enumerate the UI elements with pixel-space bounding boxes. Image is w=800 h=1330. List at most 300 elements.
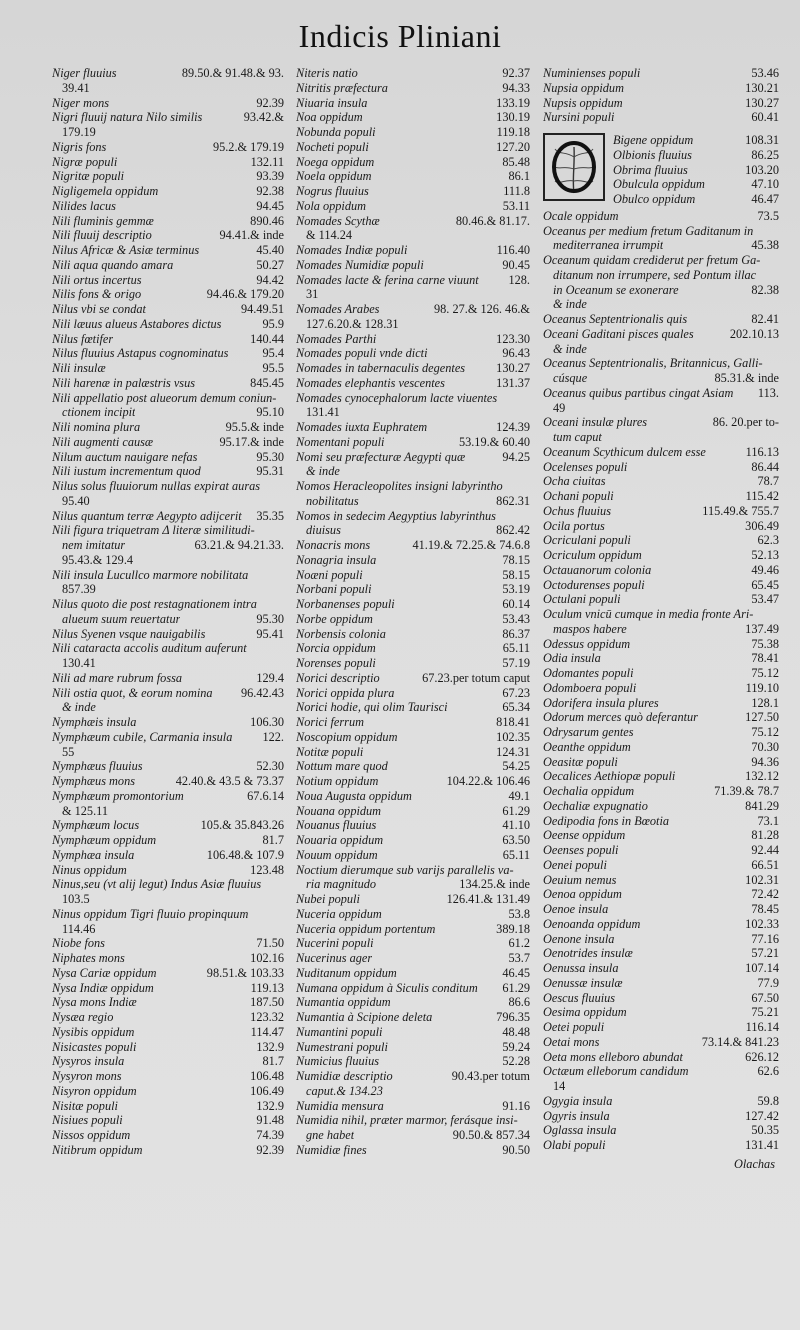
entry-continuation: ctionem incipit (62, 405, 136, 420)
entry-reference: 140.44 (250, 331, 284, 346)
entry-reference: 71.39.& 78.7 (714, 784, 779, 798)
entry-reference: 54.25 (502, 759, 530, 774)
entry-reference: 111.8 (503, 184, 530, 198)
entry-continuation: caput.& 134.23 (306, 1083, 383, 1098)
index-entry (296, 1040, 530, 1055)
index-entry (543, 740, 779, 755)
index-entry (543, 445, 779, 460)
entry-reference: 41.10 (502, 818, 530, 833)
index-entry (543, 843, 779, 858)
entry-term: Nymphæus fluuius (52, 759, 143, 774)
entry-reference: 95.4 (262, 346, 284, 361)
entry-reference: 106.30 (250, 715, 284, 729)
entry-reference: 62.3 (757, 533, 779, 548)
index-entry (296, 774, 530, 789)
index-entry (543, 66, 779, 81)
entry-reference: 92.39 (256, 1142, 284, 1157)
entry-reference: 82.41 (751, 312, 779, 326)
entry-term: Nonagria insula (296, 552, 377, 567)
entry-reference: 72.42 (751, 887, 779, 902)
entry-continuation: 39.41 (62, 80, 90, 95)
entry-reference: 127.20 (496, 139, 530, 154)
entry-reference: 89.50.& 91.48.& 93. (181, 66, 284, 80)
entry-term: Norbani populi (296, 582, 372, 597)
decorated-initial-block (543, 133, 779, 207)
index-entry (543, 1094, 779, 1109)
entry-term: Odomboera populi (543, 680, 637, 695)
entry-term: Numinienses populi (543, 66, 641, 80)
entry-reference: 116.40 (496, 243, 530, 257)
entry-reference: 123.30 (496, 331, 530, 346)
entry-term: Ogygia insula (543, 1093, 613, 1108)
index-entry (52, 110, 284, 140)
index-entry (296, 214, 530, 244)
index-entry (52, 863, 284, 878)
entry-term: Numidia mensura (296, 1098, 384, 1113)
entry-reference: 105.& 35.843.26 (200, 818, 284, 833)
entry-reference: 66.51 (751, 857, 779, 872)
entry-reference: 49.46 (751, 562, 779, 577)
entry-term: Odorifera insula plures (543, 695, 659, 710)
entry-reference: 71.50 (256, 936, 284, 951)
index-entry (52, 877, 284, 907)
entry-reference: 90.50 (502, 1142, 530, 1157)
index-entry (543, 312, 779, 327)
entry-term: Nola oppidum (296, 198, 367, 213)
entry-reference: 128. (508, 272, 530, 287)
entry-reference: 53.43 (502, 611, 530, 626)
entry-reference: 90.45 (502, 257, 530, 272)
entry-reference: 115.42 (745, 489, 779, 503)
entry-term: Nupsia oppidum (543, 80, 624, 95)
entry-reference: 73.14.& 841.23 (701, 1034, 779, 1049)
entry-reference: 65.34 (502, 700, 530, 715)
entry-reference: 96.43 (502, 346, 530, 361)
entry-term: Nili harenæ in palæstris vsus (52, 375, 196, 390)
entry-term: Nili augmenti causæ (52, 434, 154, 449)
entry-term: Octauanorum colonia (543, 562, 652, 577)
entry-term: Nilus quoto die post restagnationem intra (52, 597, 257, 611)
index-entry (296, 155, 530, 170)
entry-term: Oenussæ insulæ (543, 975, 623, 990)
entry-term: Norbanenses populi (296, 597, 395, 611)
entry-reference: 94.41.& inde (219, 228, 284, 243)
index-entry (52, 1113, 284, 1128)
entry-reference: 95.9 (262, 316, 284, 331)
entry-reference: 130.21 (745, 80, 779, 95)
index-entry (52, 907, 284, 937)
entry-term: Nymphæus mons (52, 774, 136, 788)
index-entry (543, 224, 779, 254)
entry-reference: 90.50.& 857.34 (452, 1128, 530, 1142)
entry-continuation: 14 (553, 1079, 566, 1093)
index-entry (52, 435, 284, 450)
index-entry (543, 327, 779, 357)
index-entry (52, 287, 284, 302)
index-entry (52, 715, 284, 730)
entry-reference: 102.33 (745, 916, 779, 931)
entry-term: Oeta mons elleboro abundat (543, 1049, 683, 1064)
index-entry (296, 376, 530, 391)
index-entry (543, 1035, 779, 1050)
entry-reference: 119.13 (250, 980, 284, 995)
entry-reference: 124.31 (496, 744, 530, 759)
entry-term: Oceanus Septentrionalis quis (543, 312, 688, 326)
entry-reference: 75.12 (751, 666, 779, 680)
entry-reference: 137.49 (745, 621, 779, 636)
entry-continuation: 114.46 (62, 921, 96, 936)
index-entry (52, 1084, 284, 1099)
index-entry (296, 509, 530, 539)
index-entry (52, 1128, 284, 1143)
index-entry (296, 641, 530, 656)
index-entry (543, 961, 779, 976)
entry-reference: 60.14 (502, 597, 530, 611)
entry-reference: 841.29 (745, 798, 779, 813)
index-entry (543, 1123, 779, 1138)
entry-reference: 75.38 (751, 636, 779, 651)
entry-term: Numana oppidum à Siculis conditum (296, 980, 478, 995)
entry-reference: 124.39 (496, 420, 530, 434)
entry-term: Nili fluuij descriptio (52, 228, 152, 243)
index-entry (296, 1010, 530, 1025)
entry-term: Nysyron mons (52, 1069, 122, 1083)
index-entry (296, 966, 530, 981)
entry-term: Nilides lacus (52, 198, 116, 213)
entry-reference: 73.5 (757, 208, 779, 223)
entry-term: Oescus fluuius (543, 990, 616, 1005)
entry-reference: 85.31.& inde (714, 371, 779, 385)
entry-term: Numantia à Scipione deleta (296, 1010, 433, 1024)
index-entry (52, 346, 284, 361)
entry-reference: 95.10 (256, 405, 284, 420)
entry-reference: 50.27 (256, 257, 284, 272)
index-entry (52, 951, 284, 966)
index-entry (52, 332, 284, 347)
entry-term: Nilus fœtifer (52, 331, 114, 346)
index-entry (543, 96, 779, 111)
entry-term: Nilus solus fluuiorum nullas expirat auras (52, 479, 261, 493)
entry-reference: 94.42 (256, 272, 284, 287)
index-entry (52, 833, 284, 848)
index-entry (296, 745, 530, 760)
index-entry (296, 1025, 530, 1040)
entry-term: Nili insula Lucullco marmore nobilitata (52, 567, 249, 582)
entry-term: Numidia nihil, præter marmor, ferásque insi- (296, 1113, 518, 1128)
entry-term: Ninus,seu (vt alij legut) Indus Asiæ fluuius (52, 877, 262, 892)
entry-reference: 128.1 (751, 695, 779, 710)
entry-reference: 52.13 (751, 548, 779, 562)
entry-term: Oglassa insula (543, 1123, 617, 1138)
entry-continuation: & inde (62, 700, 96, 715)
entry-term: Nucerinus ager (296, 951, 373, 965)
entry-reference: 862.42 (496, 523, 530, 538)
entry-term: Norici hodie, qui olim Taurisci (296, 700, 448, 715)
index-entry (52, 140, 284, 155)
entry-continuation: cúsque (553, 371, 588, 385)
entry-term: Ochus fluuius (543, 503, 611, 518)
entry-term: Numestrani populi (296, 1039, 388, 1054)
index-entry (296, 346, 530, 361)
index-entry (296, 1069, 530, 1099)
entry-reference: 114.47 (250, 1024, 284, 1039)
entry-reference: 67.6.14 (247, 788, 284, 803)
entry-term: Nomades Parthi (296, 331, 377, 346)
index-entry (296, 656, 530, 671)
entry-term: Ocha ciuitas (543, 474, 606, 489)
index-entry (296, 582, 530, 597)
entry-term: Noæni populi (296, 567, 363, 582)
entry-term: 95.43.& 129.4 (62, 552, 134, 567)
entry-reference: 94.33 (502, 80, 530, 95)
index-entry (296, 597, 530, 612)
entry-reference: 187.50 (250, 995, 284, 1010)
entry-term: Noua Augusta oppidum (296, 788, 412, 803)
entry-reference: 90.43.per totum (451, 1069, 530, 1083)
entry-term: Oceani Gaditani pisces quales (543, 326, 694, 341)
entry-continuation: maspos habere (553, 621, 627, 636)
entry-reference: 127.50 (745, 710, 779, 725)
entry-term: Ocriculum oppidum (543, 548, 642, 562)
entry-term: Nysyros insula (52, 1054, 125, 1069)
index-entry (296, 804, 530, 819)
entry-term: Nymphæis insula (52, 715, 137, 729)
index-entry (52, 1040, 284, 1055)
index-entry (296, 1113, 530, 1143)
decorated-initial-o (543, 133, 605, 201)
entry-reference: 61.29 (502, 803, 530, 818)
entry-term: Numantini populi (296, 1024, 383, 1039)
entry-reference: 77.9 (757, 975, 779, 990)
index-entry (52, 450, 284, 465)
index-entry (543, 902, 779, 917)
index-entry (543, 1050, 779, 1065)
entry-reference: 60.41 (751, 110, 779, 125)
index-entry (296, 759, 530, 774)
entry-reference: 77.16 (751, 931, 779, 946)
entry-reference: 92.37 (502, 66, 530, 80)
entry-term: Noega oppidum (296, 154, 375, 169)
index-entry (52, 317, 284, 332)
entry-term: Nymphæum locus (52, 818, 140, 833)
index-entry (52, 641, 284, 671)
entry-continuation: 103.5 (62, 892, 90, 906)
entry-term: Oedipodia fons in Bœotia (543, 813, 670, 828)
entry-term: Ninus oppidum Tigri fluuio propinquum (52, 906, 249, 921)
entry-reference: 796.35 (496, 1010, 530, 1024)
index-entry (296, 361, 530, 376)
entry-term: Nomades iuxta Euphratem (296, 420, 428, 434)
entry-reference: 70.30 (751, 739, 779, 754)
index-entry (52, 553, 284, 568)
index-column-3 (543, 66, 779, 1172)
index-entry (52, 464, 284, 479)
entry-term: Nysæa regio (52, 1010, 114, 1024)
catchword: Olachas (734, 1156, 775, 1171)
entry-term: Noa oppidum (296, 110, 363, 125)
entry-reference: 65.11 (502, 847, 530, 862)
index-entry (296, 1143, 530, 1158)
entry-reference: 95.2.& 179.19 (212, 139, 284, 154)
index-entry (52, 686, 284, 716)
entry-term: Nouaria oppidum (296, 833, 384, 847)
entry-term: Ochani populi (543, 489, 614, 503)
entry-reference: 78.45 (751, 902, 779, 916)
entry-reference: 58.15 (502, 567, 530, 582)
entry-reference: 67.23.per totum caput (422, 670, 530, 685)
entry-term: Nubei populi (296, 892, 360, 906)
index-entry (52, 361, 284, 376)
entry-continuation: nem imitatur (62, 538, 126, 552)
entry-reference: 59.8 (757, 1093, 779, 1108)
entry-term: Nysa Cariæ oppidum (52, 965, 157, 980)
entry-reference: 845.45 (250, 375, 284, 390)
entry-reference: 86.37 (502, 626, 530, 641)
index-entry (543, 828, 779, 843)
entry-reference: 53.11 (502, 198, 530, 213)
index-entry (543, 1138, 779, 1153)
entry-continuation: 95.40 (62, 493, 90, 508)
entry-term: Nili ortus incertus (52, 272, 142, 287)
entry-reference: 95.30 (256, 449, 284, 464)
entry-term: Norici ferrum (296, 715, 364, 729)
index-entry (296, 686, 530, 701)
entry-term: Oeense oppidum (543, 828, 626, 843)
entry-term: Nomades cynocephalorum lacte viuentes (296, 390, 498, 405)
index-entry (52, 981, 284, 996)
index-entry (296, 818, 530, 833)
entry-reference: 73.1 (757, 813, 779, 828)
entry-term: Nili ostia quot, & eorum nomina (52, 685, 213, 700)
index-entry (52, 184, 284, 199)
index-entry (613, 163, 779, 178)
entry-reference: 52.28 (502, 1054, 530, 1069)
entry-term: Nomos in sedecim Aegyptius labyrinthus (296, 508, 496, 523)
entry-term: Oesima oppidum (543, 1005, 627, 1020)
index-entry (296, 1099, 530, 1114)
entry-term: Numidiæ fines (296, 1142, 367, 1157)
index-entry (543, 1064, 779, 1094)
entry-reference: 306.49 (745, 518, 779, 533)
entry-reference: 75.21 (751, 1005, 779, 1020)
index-entry (52, 376, 284, 391)
entry-term: Ocila portus (543, 518, 605, 533)
entry-reference: 94.25 (502, 449, 530, 464)
entry-reference: 53.8 (508, 906, 530, 921)
entry-reference: 94.36 (751, 754, 779, 769)
entry-term: Nilus fluuius Astapus cognominatus (52, 346, 229, 361)
entry-term: Nomades lacte & ferina carne viuunt (296, 272, 479, 287)
entry-reference: 57.21 (751, 946, 779, 961)
index-entry (543, 946, 779, 961)
entry-term: Nili figura triquetram Δ literæ similitudi- (52, 523, 255, 538)
entry-reference: 93.42.& (243, 110, 284, 125)
index-entry (543, 415, 779, 445)
index-entry (543, 1020, 779, 1035)
index-entry (543, 873, 779, 888)
index-entry (296, 848, 530, 863)
entry-term: Ocriculani populi (543, 533, 631, 548)
index-entry (52, 818, 284, 833)
index-entry (52, 1054, 284, 1069)
entry-reference: 95.41 (256, 626, 284, 641)
index-entry (52, 627, 284, 642)
entry-reference: 50.35 (751, 1123, 779, 1138)
entry-term: Nili fluminis gemmæ (52, 213, 154, 228)
entry-term: Nili ad mare rubrum fossa (52, 670, 183, 685)
entry-term: Niteris natio (296, 66, 358, 80)
index-entry (52, 936, 284, 951)
index-entry (52, 671, 284, 686)
index-entry (296, 568, 530, 583)
index-entry (296, 1054, 530, 1069)
entry-term: Octulani populi (543, 592, 621, 607)
entry-continuation: 127.6.20.& 128.31 (306, 316, 399, 331)
index-entry (52, 966, 284, 981)
index-entry (296, 730, 530, 745)
index-entry (52, 258, 284, 273)
index-entry (52, 273, 284, 288)
entry-term: Niobe fons (52, 936, 105, 951)
index-entry (296, 892, 530, 907)
entry-term: Niuaria insula (296, 95, 368, 110)
index-entry (296, 332, 530, 347)
entry-term: Olabi populi (543, 1138, 606, 1152)
entry-reference: 106.48 (250, 1069, 284, 1083)
entry-continuation: nobilitatus (306, 493, 359, 508)
entry-reference: 103.20 (745, 162, 779, 177)
entry-continuation: ria magnitudo (306, 877, 377, 892)
entry-reference: 86.44 (751, 459, 779, 474)
entry-term: Ninus oppidum (52, 862, 127, 877)
entry-reference: 95.5.& inde (225, 420, 284, 434)
index-entry (543, 504, 779, 519)
index-entry (543, 637, 779, 652)
entry-term: Nomades in tabernaculis degentes (296, 361, 466, 375)
entry-reference: 35.35 (256, 508, 284, 523)
entry-reference: 119.18 (496, 125, 530, 139)
entry-continuation: 131.41 (306, 405, 340, 420)
entry-reference: 95.31 (256, 464, 284, 479)
index-entry (543, 769, 779, 784)
entry-reference: 78.7 (757, 474, 779, 489)
entry-term: Nouana oppidum (296, 803, 382, 818)
entry-reference: 94.45 (256, 198, 284, 213)
index-entry (543, 592, 779, 607)
entry-term: Nili læuus alueus Astabores dictus (52, 316, 222, 331)
entry-term: Norcia oppidum (296, 641, 376, 656)
entry-reference: 133.19 (496, 95, 530, 110)
index-entry (52, 523, 284, 553)
index-entry (52, 509, 284, 524)
entry-term: Numidiæ descriptio (296, 1069, 393, 1083)
entry-reference: 65.11 (502, 641, 530, 656)
entry-term: Nomades Arabes (296, 302, 380, 316)
index-entry (296, 627, 530, 642)
index-entry (543, 209, 779, 224)
entry-reference: 862.31 (496, 493, 530, 508)
entry-reference: 57.19 (502, 656, 530, 670)
index-entry (543, 696, 779, 711)
entry-term: Nili cataracta accolis auditum auferunt (52, 641, 247, 656)
entry-reference: 98. 27.& 126. 46.& (434, 302, 530, 316)
entry-term: Noela oppidum (296, 169, 372, 184)
index-entry (296, 420, 530, 435)
entry-reference: 131.37 (496, 375, 530, 390)
index-entry (296, 140, 530, 155)
index-entry (296, 273, 530, 303)
entry-reference: 130.19 (496, 110, 530, 125)
